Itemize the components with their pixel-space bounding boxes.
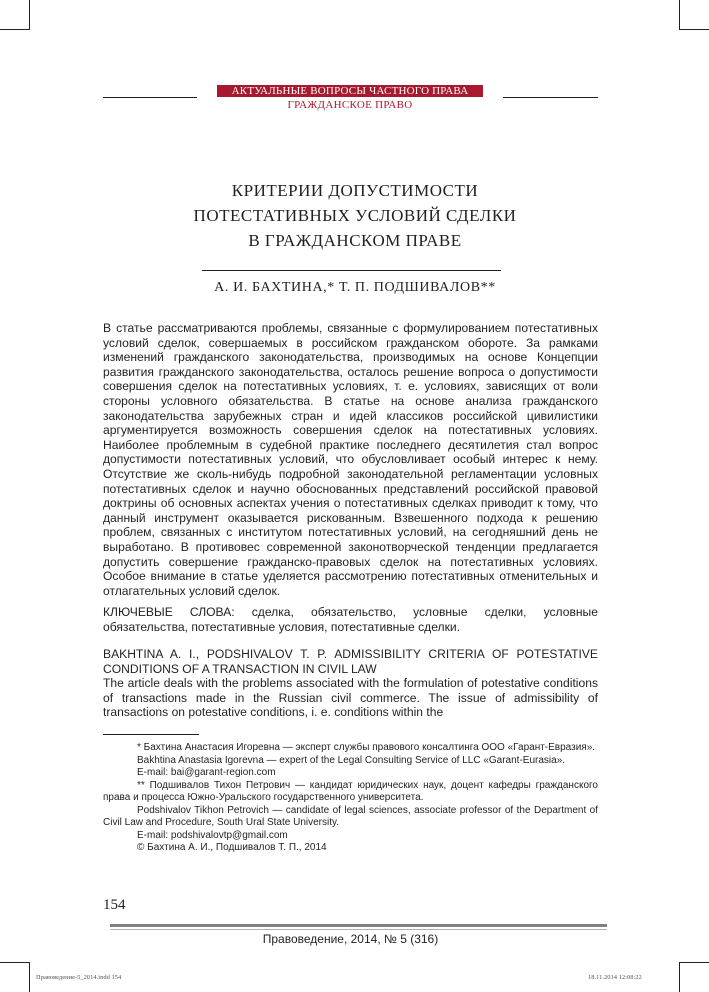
footnotes	[103, 742, 598, 855]
crop-mark	[679, 962, 680, 992]
crop-mark	[29, 0, 30, 30]
footer-rule-thin	[110, 929, 607, 930]
crop-mark	[29, 962, 30, 992]
journal-info: Правоведение, 2014, № 5 (316)	[262, 932, 439, 946]
section-subrubric: ГРАЖДАНСКОЕ ПРАВО	[287, 99, 413, 111]
article-title	[130, 178, 580, 253]
section-rubric: АКТУАЛЬНЫЕ ВОПРОСЫ ЧАСТНОГО ПРАВА	[217, 85, 483, 97]
article-authors: А. И. БАХТИНА,* Т. П. ПОДШИВАЛОВ**	[214, 280, 496, 295]
footer-rule-thick	[110, 924, 607, 927]
crop-mark	[0, 962, 30, 963]
footnote-author2-en: Podshivalov Tikhon Petrovich — candidate of legal sciences, associate professor of the Department of Civil Law and Procedure, South Ural State University.	[103, 804, 598, 828]
english-heading: BAKHTINA A. I., PODSHIVALOV T. P. ADMISSIBILITY CRITERIA OF POTESTATIVE CONDITIONS OF A TRANSACTION IN CIVIL LAW	[103, 647, 598, 676]
title-line: КРИТЕРИИ ДОПУСТИМОСТИ	[231, 181, 479, 200]
keywords-label: КЛЮЧЕВЫЕ СЛОВА:	[103, 605, 235, 619]
footnote-author1-ru: * Бахтина Анастасия Игоревна — эксперт службы правового консалтинга ООО «Гарант-Евразия».	[137, 742, 596, 753]
page-number: 154	[103, 897, 126, 913]
slug-datetime: 18.11.2014 12:08:22	[588, 974, 642, 981]
header-rule-left	[103, 97, 197, 98]
title-line: ПОТЕСТАТИВНЫХ УСЛОВИЙ СДЕЛКИ	[193, 206, 517, 225]
abstract-en: The article deals with the problems associated with the formulation of potestative conditions of transactions made in the Russian civil commerce. The issue of admissibility of transactions on potestative conditions, i. e. conditions within the	[103, 676, 598, 720]
footnote-author2-email: E-mail: podshivalovtp@gmail.com	[137, 829, 288, 841]
footnote-author2-ru: ** Подшивалов Тихон Петрович — кандидат юридических наук, доцент кафедры гражданского права и процесса Южно-Уральского государственного университета.	[103, 779, 598, 803]
title-line: В ГРАЖДАНСКОМ ПРАВЕ	[248, 231, 462, 250]
crop-mark	[0, 29, 30, 30]
crop-mark	[679, 0, 680, 30]
keywords-list: сделка, обязательство, условные сделки, условные обязательства, потестативные условия, потестативные сделки.	[103, 605, 598, 634]
crop-mark	[679, 29, 709, 30]
header-rule-right	[503, 97, 598, 98]
title-rule	[202, 270, 501, 271]
copyright: © Бахтина А. И., Подшивалов Т. П., 2014	[137, 842, 327, 853]
footnote-author1-en: Bakhtina Anastasia Igorevna — expert of the Legal Consulting Service of LLC «Garant-Eurasia».	[137, 754, 566, 766]
footnote-author1-email: E-mail: bai@garant-region.com	[137, 767, 276, 778]
footnote-rule	[103, 734, 199, 735]
keywords	[103, 605, 598, 634]
crop-mark	[679, 962, 709, 963]
abstract-ru: В статье рассматриваются проблемы, связанные с формулированием потестативных условий сделок, совершаемых в российском гражданском обороте. За рамками изменений гражданского законодательства, производимых на основе Концепции развития гражданского законодательства, осталось решение вопроса о допустимости совершения сделок на потестативных условиях, т. е. условиях, зависящих от воли стороны условного обязательства. В статье на основе анализа гражданского законодательства зарубежных стран и идей классиков российской цивилистики аргументируется возможность совершения сделок на потестативных условиях. Наиболее проблемным в судебной практике последнего десятилетия стал вопрос допустимости потестативных условий, что обусловливает особый интерес к нему. Отсутствие же сколь-нибудь подробной законодательной регламентации условных потестативных сделок и научно обоснованных представлений российской правовой доктрины об основных аспектах учения о потестативных сделках приводит к тому, что данный инструмент оказывается рискованным. Взвешенного подхода к решению проблем, связанных с институтом потестативных условий, на сегодняшний день не выработано. В противовес современной законотворческой тенденции предлагается допустить совершение гражданско-правовых сделок на потестативных условиях. Особое внимание в статье уделяется рассмотрению потестативных отменительных и отлагательных условий сделок.	[103, 321, 598, 598]
slug-file: Правоведение-5_2014.indd 154	[36, 974, 122, 981]
